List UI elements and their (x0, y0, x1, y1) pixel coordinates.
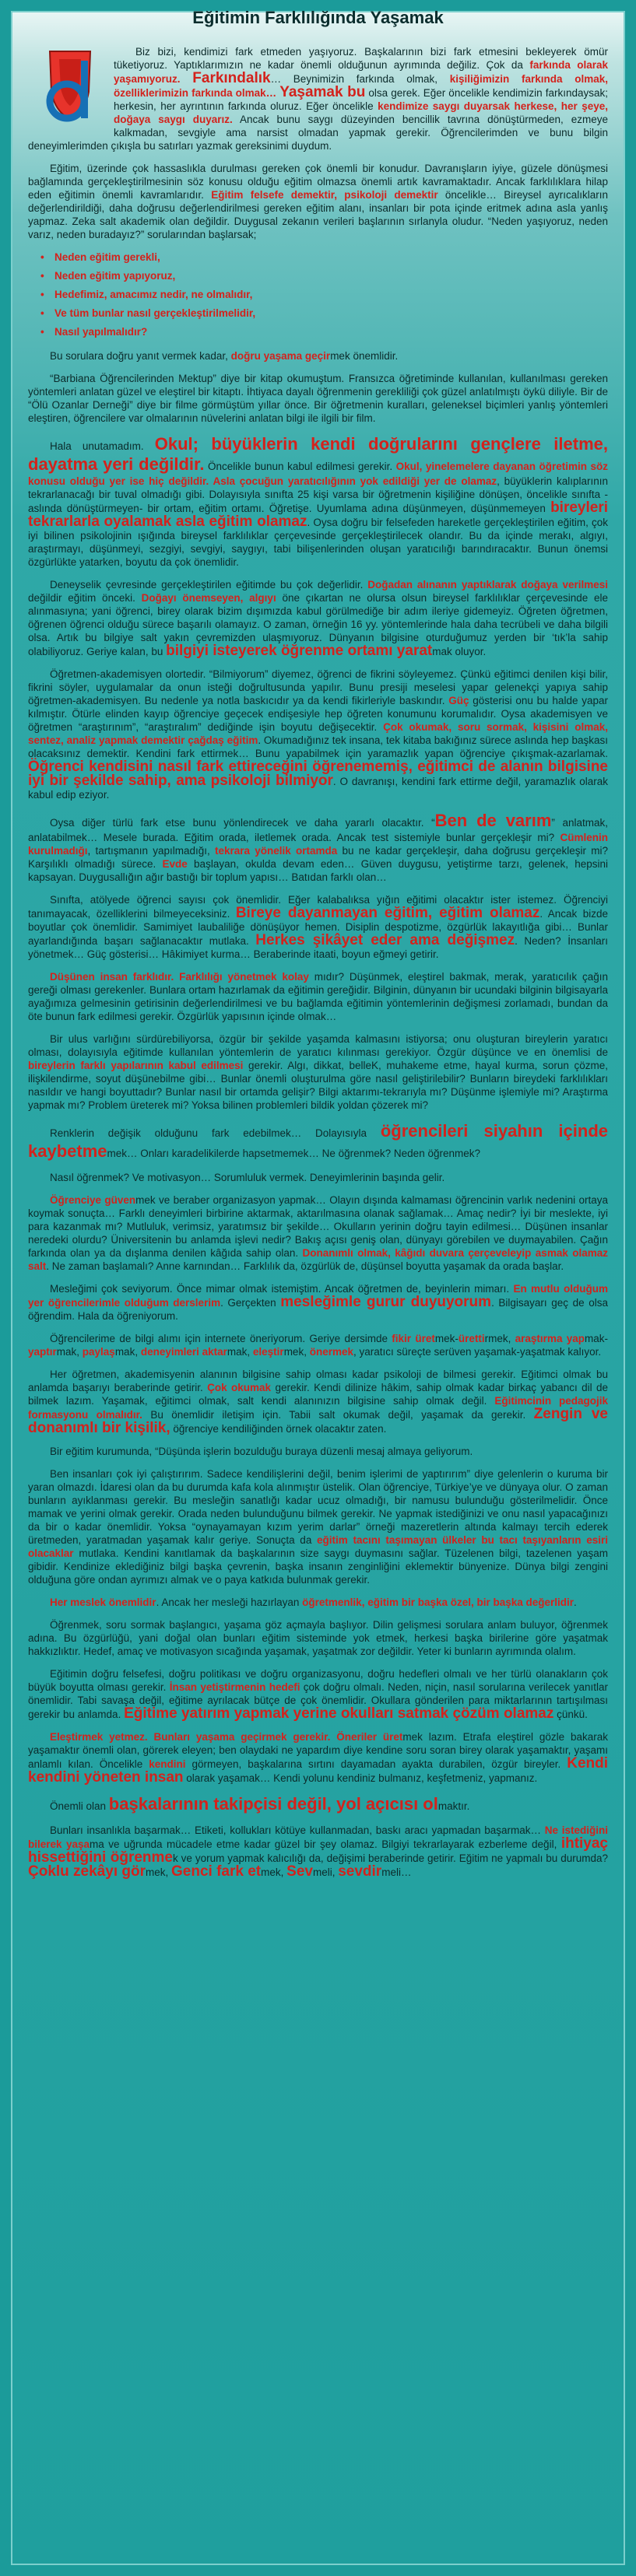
paragraph-22: Eğitimin doğru felsefesi, doğru politikası ve doğru organizasyonu, doğru hedefleri olmalı ve her türlü olanakların çok büyük boyutta olması gerekir. İnsan yetiştirmenin hedefi çok doğru olmalı. Neden, niçin, nasıl sorularına verilecek yanıtlar önemlidir. Tabi savaşa değil, eğitime ayrılacak bütçe de çok önemlidir. Okullara gönderilen para miktarlarının tartışılması gerekir bu anlamda. Eğitime yatırım yapmak yerine okulları satmak çözüm olamaz çünkü. (28, 1668, 608, 1722)
paragraph-7: Öğretmen-akademisyen olortedir. “Bilmiyorum” diyemez, öğrenci de fikrini söyleyemez. Çünkü eğitimci denilen kişi bilir, fikrini söyler, uygulamalar da onun isteği doğrultusunda yapılır. Bunu presiji meselesi yapar gelenekçi yapıya sahip öğretmen-akademisyen. Bu nedenle ya notla baskıcıdır ya da kendi fikirleriyle baskındır. Güç gösterisi onu bu halde yapar kılmıştır. Ötürle elinden kayıp öğrenciye geçecek endişesiyle hep öğreten konumunu korumalıdır. Oysa akademisyen ve öğretmen “araştırınım”, “araştıralım” dediğinde işin boyutu değişecektir. Çok okumak, soru sormak, kişisini olmak, sentez, analiz yapmak demektir çağdaş eğitim. Okumadığınız tek insana, tek kitaba bakığınız sürece aslında hep başkası olacaksınız demektir. Kendini fark ettirmek… Bunu yapabilmek için yaramazlık yapan öğrenciye çıkışmak-azarlamak. Öğrenci kendisini nasıl fark ettireceğini öğrenememiş, eğitimci de alanın bilgisine iyi bir şekilde sahip, ama psikoloji bilmiyor. O davranışı, kendini fark ettirme değil, yaramazlık olarak kabul edip eziyor. (28, 668, 608, 801)
question-list (54, 251, 608, 338)
paragraph-1: Biz bizi, kendimizi fark etmeden yaşıyoruz. Başkalarının bizi fark etmesini bekleyerek ömür tüketiyoruz. Yaptıklarımızın ne kadar önemli olduğunun ayrımında değiliz. Çok da farkında olarak yaşamıyoruz. Farkındalık… Beynimizin farkında olmak, kişiliğimizin farkında olmak, özelliklerimizin farkında olmak… Yaşamak bu olsa gerek. Eğer öncelikle kendimizin farkındaysak; herkesin, her ayrıntının farkında oluruz. Eğer öncelikle kendimize saygı duyarsak herkese, her şeye, doğaya saygı duyarız. Ancak bunu saygı düzeyinden bencillik tavrına dönüştürmeden, ezmeye kalkmadan, sevgiyle ama narsist olmadan yapmak gerekir. Öğrencilerimden ve bunu bilgin deneyimlerimden çıkışla bu satırları yazmak gereksinimi duydum. (28, 46, 609, 152)
question-item: • Neden eğitim gerekli, (54, 251, 608, 264)
question-item: • Ve tüm bunlar nasıl gerçekleştirilmelidir, (54, 307, 608, 320)
paragraph-23: Eleştirmek yetmez. Bunları yaşama geçirmek gerekir. Öneriler üretmek lazım. Etrafa eleştirel gözle bakarak yaşamaktır önemli olan, görerek eleyen; ben olaydaki ne yapardım diye kendine soru soran birey olarak yaşamaktır, yaşamı anlamlı kılan. Öncelikle kendini görmeyen, başkalarına sırtını dayamadan ayakta durabilen, özgür bireyler. Kendi kendini yöneten insan olarak yaşamak… Kendi yolunu kendiniz bulmanız, keşfetmeniz, yapmanız. (28, 1731, 609, 1786)
question-item: • Nasıl yapılmalıdır? (54, 325, 608, 338)
paragraph-5: Hala unutamadım. Okul; büyüklerin kendi doğrularını gençlere iletme, dayatma yeri değildir. Öncelikle bunun kabul edilmesi gerekir. Okul, yinelemelere dayanan öğretimin söz konusu olduğu yer ise hiç değildir. Asla çocuğun yaratıcılığının yok edildiği yer de olamaz, büyüklerin kalıplarının tekrarlanacağı bir tuval olmadığı gibi. Dolayısıyla sınıfta 25 kişi varsa bir öğretmenin kişiliğine dönüşen, öncelikle sınıfta -aslında dönüştürmeyen- bir ortam, eğitim ortamı. Öğretişe. Uyumlama adına düşünmeyen, düşünmemeyen bireyleri tekrarlarla oyalamak asla eğitim olamaz. Oysa doğru bir felsefeden hareketle gerçekleştirilen eğitim, çok iyi bilinen psikolojinin ışığında bireysel farklılıklar çerçevesinde gerçekleştirilecek olandır. Bu da içinde merakı, algıyı, araştırmayı, düşünmeyi, sezgiyi, sevgiyi, saygıyı, tabi bilişenlerinden oluşan yaratıcılığı barındıracaktır. Bunun önemsi özgürlükte yatarken, boyutu da çok önemlidir. (28, 434, 609, 568)
paragraph-10: Düşünen insan farklıdır. Farklılığı yönetmek kolay mıdır? Düşünmek, eleştirel bakmak, merak, yaratıcılık çağın gereği olması gerekenler. Bunlara ortam hazırlamak da eğitimin gereğidir. Bilginin, dünyanın bir ucundaki bilginin bilgisayarla ayağımıza gelmesinin getirisinin değerlendirilmesi ve bu bağlamda eğitimin yöntemlerinin değişmesi zorlamadı, bundan da öte bunun fark edilmesi gerekir. Özgürlük yapısının içinde olmak… (28, 971, 608, 1022)
paragraph-16: Öğrencilerime de bilgi alımı için internete öneriyorum. Geriye dersimde fikir üretmek-ürettirmek, araştırma yapmak-yaptırmak, paylaşmak, deneyimleri aktarmak, eleştirmek, önermek, yaratıcı süreçte serüven yaşamak-yaşatmak kalıyor. (28, 1333, 608, 1358)
paragraph-2: Eğitim, üzerinde çok hassaslıkla durulması gereken çok önemli bir konudur. Davranışların iyiye, güzele dönüşmesi bağlamında gerçekleştirilmesinin söz konusu olduğu eğitim olmazsa önemli artık kavramaktadır. Ancak farklılıklara hilap eden eğitimin önemli kavramlarıdır. Eğitim felsefe demektir, psikoloji demektir öncelikle… Bireysel ayrıcalıkların değerlendirildiği, daha doğrusu değerlendirilmesi gereken eğitim alanı, insanları bir pota içinde eritmek adına asla yanlış yapmaz. Zeka salt akademik olan değildir. Duygusal zekanın verileri başlarının sırlanyla oludur. “Neden yaşıyoruz, neden varız, neden buradayız?” sorularından başlarsak; (28, 163, 609, 240)
paragraph-3: Bu sorulara doğru yanıt vermek kadar, doğru yaşama geçirmek önemlidir. (50, 350, 399, 362)
paragraph-17: Her öğretmen, akademisyenin alanının bilgisine sahip olması kadar psikoloji de bilmesi gerekir. Eğitimci olmak bu anlamda başarıyı beraberinde getirir. Çok okumak gerekir. Kendi dilinize hâkim, sahip olmak kadar birkaç yabancı dil de bilmek lazım. Yaşamak, eğitimci olmak, salt kendi alanınızın bilgisine sahip olmak değil. Eğitimcinin pedagojik formasyonu olmalıdır. Bu önemlidir iletişim için. Tabii salt okumak değil, yaşamak da gerekir. Zengin ve donanımlı bir kişilik, öğrenciye kendiliğinden örnek olacaktır zaten. (28, 1369, 609, 1436)
paragraph-4: “Barbiana Öğrencilerinden Mektup” diye bir kitap okumuştum. Fransızca öğretiminde kullanılan, kullanılması gereken yöntemleri anlatan güzel ve eleştirel bir kitaptı. İhtiyaca dayalı öğrenmenin gerekliliği çok güzel anlatılmıştı öykü diliyle. Bir de “Ölü Ozanlar Derneği” diye bir filme görmüştüm yıllar önce. Bir öğretmenin kuralları, geleneksel biçimleri yanlış yöntemleri eleştiren, öğrencilere var olmalarının nüvelerini anlatan bilgi ile ilgili bir film. (28, 373, 608, 424)
paragraph-20: Her meslek önemlidir. Ancak her mesleği hazırlayan öğretmenlik, eğitim bir başka özel, bir başka değerlidir. (50, 1596, 577, 1608)
shield-letter-d-logo (37, 47, 103, 131)
paragraph-8: Oysa diğer türlü fark etse bunu yönlendirecek ve daha yararlı olacaktır. “Ben de varım” anlatmak, anlatabilmek… Mesele burada. Eğitim orada, iletlemek orada. Ancak test sistemiyle bunlar gerçekleşir mi? Cümlenin kurulmadığı, tartışmanın yapılmadığı, tekrara yönelik ortamda bu ne kadar gerçekleşir, daha doğrusu gerçekleşir mi? Karşılıklı olmadığı sürece. Evde başlayan, okulda devam eden… Güven duygusu, yetiştirme tarzı, gelenek, hepsini kapsayan. Duygusallığın ağır bastığı bir toplum yapısı… Batıdan farklı olan… (28, 811, 609, 883)
question-item: • Neden eğitim yapıyoruz, (54, 269, 608, 282)
p1-text: Biz bizi, kendimizi fark etmeden yaşıyoruz. Başkalarının bizi fark etmesini bekleyerek ömür tüketiyoruz. Yaptıklarımızın ne kadar önemli olduğunun ayrımında değiliz. Çok da (114, 46, 608, 71)
page-title: Eğitimin Farklılığında Yaşamak (192, 8, 444, 27)
paragraph-9: Sınıfta, atölyede öğrenci sayısı çok önemlidir. Eğer kalabalıksa yığın eğitimi olacaktır ister istemez. Öğrenciyi tanımayacak, özelliklerini bilmeyeceksiniz. Bireye dayanmayan eğitim, eğitim olamaz. Ancak bizde boyutlar çok önemlidir. Samimiyet laubaliliğe dönüşüyor hemen. Disiplin despotizme, özgürlük lakayıtlığa gibi… Bunlar ayarlandığında başarı sağlanacaktır mutlaka. Herkes şikâyet eder ama değişmez. Neden? İnsanları yönetmek… Güç gösterisi… Hâkimiyet kurma… Beraberinde itaati, boyun eğmeyi getirir. (28, 894, 608, 960)
paragraph-25: Bunları insanlıkla başarmak… Etiketi, kollukları kötüye kullanmadan, baskı aracı yapmadan başarmak… Ne istediğini bilerek yaşama ve uğrunda mücadele etme kadar güzel bir şey olamaz. Bilgiyi tekrarlayarak ezberleme değil, ihtiyaç hissettiğini öğrenmek ve yorum yapmak kalıcılığı da, değişimi beraberinde getirir. Eğitim ne yapmalı bu durumda? Çoklu zekâyı görmek, Genci fark etmek, Sevmeli, sevdirmeli… (28, 1824, 609, 1880)
paragraph-13: Nasıl öğrenmek? Ve motivasyon… Sorumluluk vermek. Deneyimlerinin başında gelir. (50, 1172, 445, 1183)
paragraph-21: Öğrenmek, soru sormak başlangıcı, yaşama göz açmayla başlıyor. Dilin gelişmesi sorulara anlam buluyor, öğrenmek adına. Bu özgürlüğü, yani doğal olan bunları eğitim sisteminde yok etmek, herkesi başka birilerine göre yaşatmak hakkızlıktır. Hedef, amaç ve motivasyon sıcağında yaşamak, yaşatmak zor değildir. Yeter ki bunların ayrımında olalım. (28, 1619, 608, 1657)
paragraph-19: Ben insanları çok iyi çalıştırırım. Sadece kendilişlerini değil, benim işlerimi de yaptırırım” diye gelenlerin o kuruma bir yaran olmazdı. İdaresi olan da bu durumda kafa kola alınmıştır üstelik. Olan öğrenciye, Türkiye’ye ve dünyaya olur. O zaman bunların ayıklanması gerekir. Bu mesleğin sanatlığı kadar ucuz olmadığı, bir namusu bulunduğu gösterilmelidir. Önce mamak ve yerini olmak gerekir. Orada neden bulunduğunu bilmek gerekir. Ne yapmak istediğinizi ve onu nasıl yapacağınızı da bir o kadar önemlidir. Yoksa “oynayamayan kızım yerim darlar” örneği mazeretlerin altında kalmayı tercih ederek üretmeden, yaratmadan yaşamak kalır geriye. Sonuçta da eğitim tacını taşımayan ülkeler bu tacı taşıyanların esiri olacaklar mutlaka. Kendini kanıtlamak da başkalarının size saygı duymasını sağlar. Tüzelenen bilgi, tazelenen yaşam gibidir. Kendinize eklediğiniz bilgi başka çevrenin, başka insanın zenginliğini eklemektir bünyenize. Dünya bilgi zengini olduğuna göre ondan ayrımızı almak ve o paya katkıda bulunmak gerekir. (28, 1468, 608, 1586)
paragraph-14: Öğrenciye güvenmek ve beraber organizasyon yapmak… Olayın dışında kalmaması öğrencinin varlık nedenini ortaya koymak sonuçta… Farklı deneyimleri birbirine aktarmak, aktarılmasına olanak sağlamak… Amaç nedir? İyi bir meslekte, iyi para kazanmak mı? Mutluluk, verimsiz, yaratımsız bir şekilde… Okulların yerinin doğru tayin edilmesi… Düşünen insanlar neredeki olurdu? Üniversitenin bu anlamda işlevi nedir? Bakış açısı geniş olan, dünyayı görebilen ve duymayabilen. Çağın farkında olan ya da dışlanma denilen kâğıda sahip olan. Donanımlı olmak, kâğıdı duvara çerçeveleyip asmak olamaz salt. Ne zaman başlamalı? Anne karnından… Farklılık da, özgürlük de, düşünsel boyutta yaşamak da orada başlar. (28, 1194, 608, 1272)
paragraph-12: Renklerin değişik olduğunu fark edebilmek… Dolayısıyla öğrencileri siyahın içinde kaybetmemek… Onları karadelikilerde hapsetmemek… Ne öğrenmek? Neden öğrenmek? (28, 1121, 609, 1161)
paragraph-24: Önemli olan başkalarının takipçisi değil, yol açıcısı olmaktır. (50, 1794, 470, 1814)
paragraph-18: Bir eğitim kurumunda, “Düşünda işlerin bozulduğu buraya düzenli mesaj almaya geliyorum. (50, 1446, 473, 1457)
article-body (28, 45, 608, 1888)
paragraph-11: Bir ulus varlığını sürdürebiliyorsa, özgür bir şekilde yaşamda kalmasını istiyorsa; onu oluşturan bireylerin yaratıcı olması, dolayısıyla eğitimde kullanılan yöntemlerin de yaratıcı kılınması gerekiyor. Özgür düşünce ve en önemlisi de bireylerin farklı yapılarının kabul edilmesi gerekir. Algı, dikkat, belleK, muhakeme etme, hayal kurma, sorun çözme, ilişkilendirme, soyut düşünebilme gibi… Bunlar önemli oluşturulma göre nasıl geliştirilebilir? Bunların bireydeki farklılıkları nasıldır ve hangi boyuttadır? Bunlar nasıl bir ortamda gelişir? Bilgi aktarımı-tekrarıyla mı? Düşünme işlemiyle mi? Araştırma yapmak mı? Problem üreterek mi? Yoksa bilinen problemleri bildik yoldan çözerek mi? (28, 1033, 608, 1111)
paragraph-6: Deneyselik çevresinde gerçekleştirilen eğitimde bu çok değerlidir. Doğadan alınanın yaptıklarak doğaya verilmesi değildir eğitim önceki. Doğayı önemseyen, algıyı öne çıkartan ne olursa olsun bireysel farklılıklar çerçevesinde ele alınmasıyna; yani öğrenci, birey olarak bizim dışımızda kabul görülmediğe bir adım ileriye gidemeyiz. Öğreten öğretmen, öğrenen öğrenci olduğu sürece başarılı olamayız. O zaman, örneğin 16 yy. yöntemlerinde hala daha tecrübeli ve daha bilgili olsa. Artık bu bilgiye salt yakın çevremizden ulaşmıyoruz. Dünyanın bilgisine oturduğumuz yerden bir ‘tık’la sahip olabiliyoruz. Geriye kalan, bu bilgiyi isteyerek öğrenme ortamı yaratmak oluyor. (28, 579, 608, 659)
question-item: • Hedefimiz, amacımız nedir, ne olmalıdır, (54, 288, 608, 301)
paragraph-15: Mesleğimi çok seviyorum. Önce mimar olmak istemiştim. Ancak öğretmen de, beyinlerin mimarı. En mutlu olduğum yer öğrencilerimle olduğum derslerim. Gerçekten mesleğimle gurur duyuyorum. Bilgisayarı geç de olsa öğrendim. Hala da öğreniyorum. (28, 1283, 609, 1322)
